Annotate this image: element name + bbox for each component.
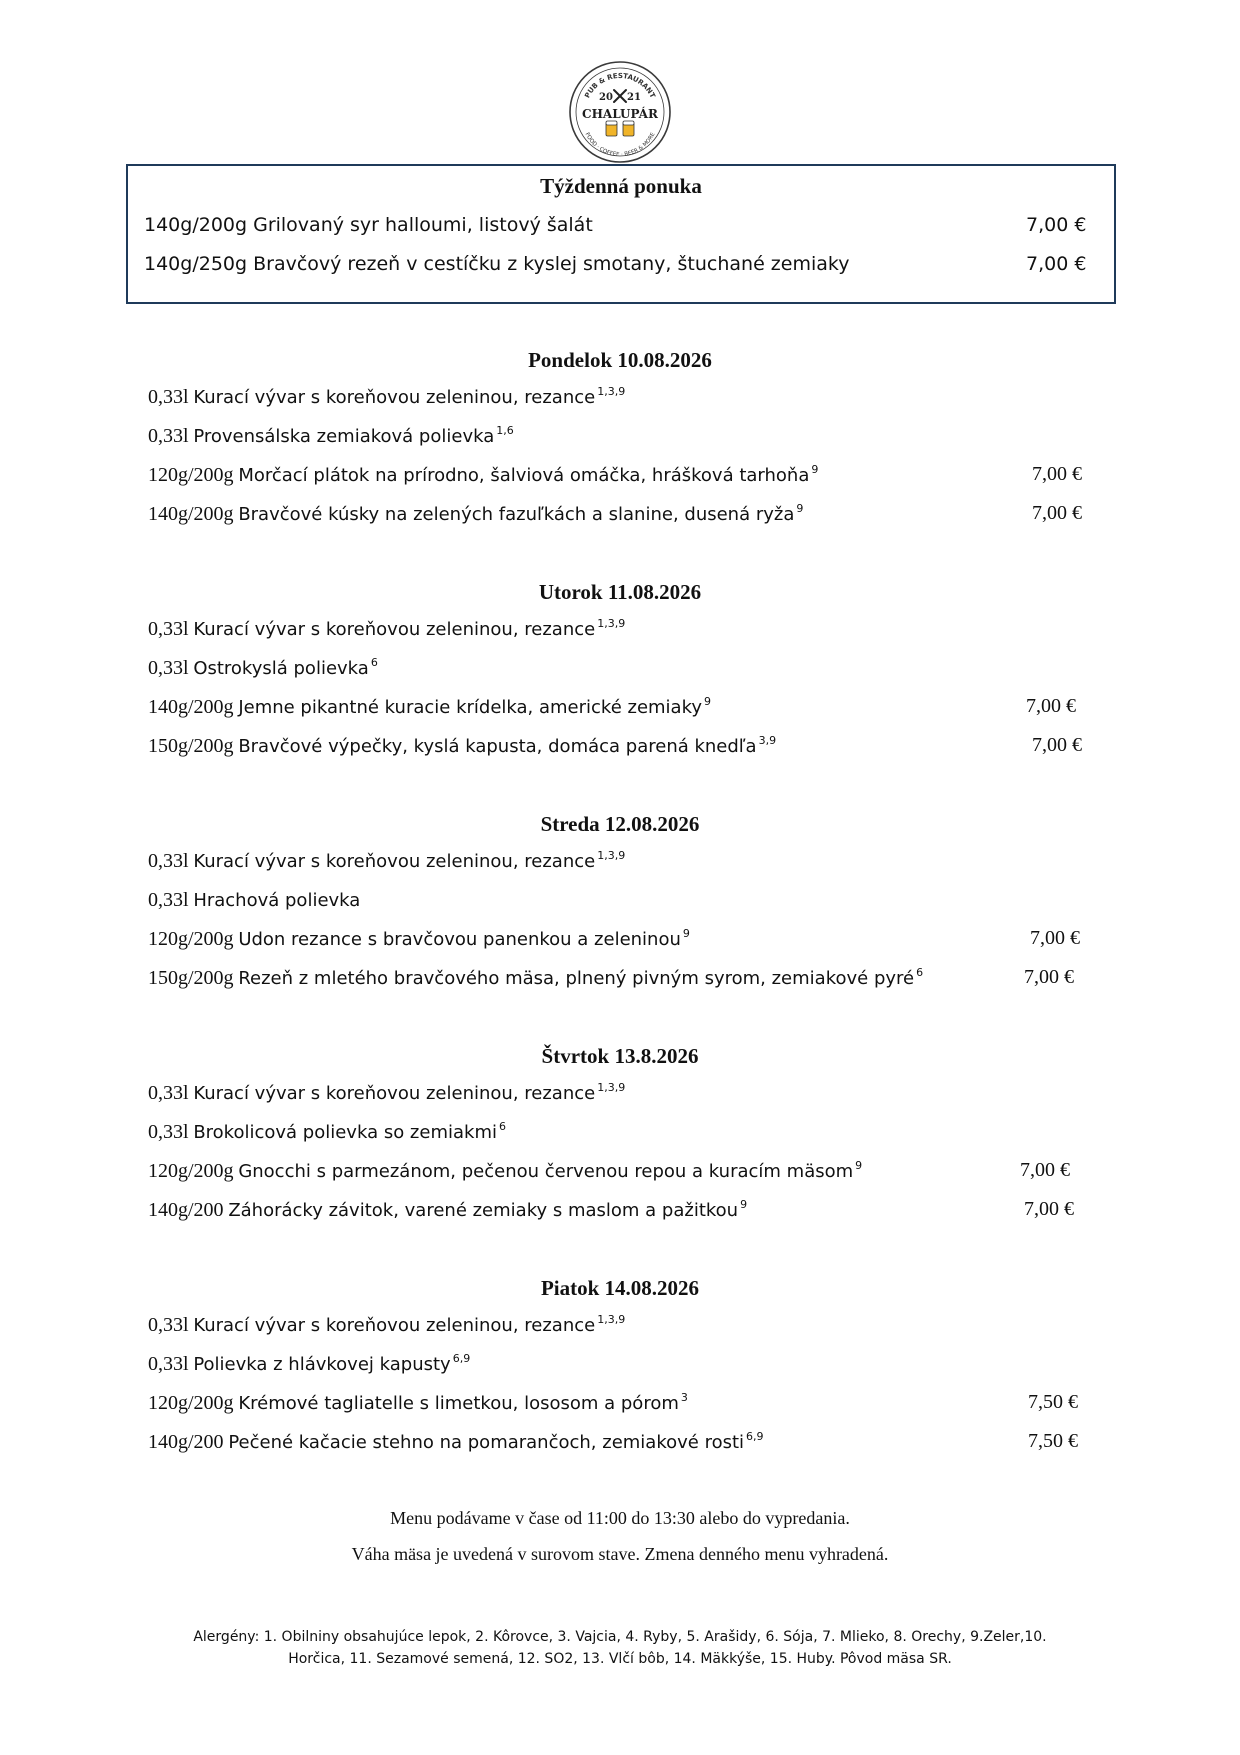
- menu-item: 0,33l Kurací vývar s koreňovou zeleninou, rezance $^{1,3,9}$: [148, 385, 626, 408]
- weekly-title: Týždenná ponuka: [540, 174, 702, 198]
- menu-item: 120g/200g Udon rezance s bravčovou panenkou a zeleninou $^9$: [148, 927, 690, 950]
- menu-item: 150g/200g Rezeň z mletého bravčového mäsa, plnený pivným syrom, zemiakové pyré $^6$: [148, 966, 924, 989]
- day-title-thursday: Štvrtok 13.8.2026: [541, 1044, 699, 1068]
- allergens-line: Alergény: 1. Obilniny obsahujúce lepok, 2. Kôrovce, 3. Vajcia, 4. Ryby, 5. Arašidy, 6. Sója, 7. Mlieko, 8. Orechy, 9.Zeler,10.: [193, 1629, 1047, 1645]
- logo-name: CHALUPÁR: [582, 107, 658, 121]
- allergens-legend: [150, 1626, 1090, 1670]
- menu-item-price: 7,00 €: [1032, 502, 1082, 524]
- logo-bottom-text: FOOD · COFFEE · BEER & MORE: [583, 131, 657, 159]
- menu-item-price: 7,50 €: [1028, 1391, 1078, 1413]
- weight-note: Váha mäsa je uvedená v surovom stave. Zmena denného menu vyhradená.: [351, 1544, 889, 1564]
- logo-year-right: 21: [627, 92, 641, 103]
- logo-year-left: 20: [599, 92, 613, 103]
- menu-item-price: 7,00 €: [1032, 463, 1082, 485]
- menu-item: 0,33l Brokolicová polievka so zemiakmi $^6$: [148, 1120, 506, 1143]
- menu-item: 140g/200 Pečené kačacie stehno na pomarančoch, zemiakové rosti $^{6,9}$: [148, 1430, 764, 1453]
- menu-item-price: 7,00 €: [1024, 966, 1074, 988]
- menu-item: 0,33l Kurací vývar s koreňovou zeleninou, rezance $^{1,3,9}$: [148, 617, 626, 640]
- menu-item: 0,33l Provensálska zemiaková polievka $^{1,6}$: [148, 424, 514, 447]
- menu-item: 0,33l Hrachová polievka: [148, 889, 361, 911]
- menu-item-price: 7,00 €: [1020, 1159, 1070, 1181]
- day-title-friday: Piatok 14.08.2026: [540, 1276, 700, 1300]
- menu-item-price: 7,00 €: [1026, 695, 1076, 717]
- weekly-offer-box: [126, 164, 1116, 304]
- day-title-tuesday: Utorok 11.08.2026: [538, 580, 702, 604]
- chalupar-logo: [568, 60, 672, 164]
- day-title-wednesday: Streda 12.08.2026: [540, 812, 700, 836]
- weekly-item-price: 7,00 €: [1026, 214, 1087, 236]
- weekly-item-price: 7,00 €: [1026, 253, 1087, 275]
- menu-item: 0,33l Polievka z hlávkovej kapusty $^{6,9}$: [148, 1352, 471, 1375]
- allergens-line: Horčica, 11. Sezamové semená, 12. SO2, 13. Vlčí bôb, 14. Mäkkýše, 15. Huby. Pôvod mäsa SR.: [288, 1651, 952, 1667]
- menu-item: 120g/200g Krémové tagliatelle s limetkou, lososom a pórom $^3$: [148, 1391, 688, 1414]
- menu-item: 0,33l Kurací vývar s koreňovou zeleninou, rezance $^{1,3,9}$: [148, 849, 626, 872]
- weekly-item: 140g/250g Bravčový rezeň v cestíčku z kyslej smotany, štuchané zemiaky: [144, 253, 850, 275]
- serving-time-note: Menu podávame v čase od 11:00 do 13:30 alebo do vypredania.: [390, 1508, 850, 1528]
- weekly-item: 140g/200g Grilovaný syr halloumi, listový šalát: [144, 214, 593, 236]
- menu-item: 140g/200g Jemne pikantné kuracie krídelka, americké zemiaky $^9$: [148, 695, 712, 718]
- menu-item-price: 7,00 €: [1024, 1198, 1074, 1220]
- menu-item: 0,33l Ostrokyslá polievka $^6$: [148, 656, 378, 679]
- menu-item: 120g/200g Morčací plátok na prírodno, šalviová omáčka, hrášková tarhoňa $^9$: [148, 463, 819, 486]
- menu-item: 120g/200g Gnocchi s parmezánom, pečenou červenou repou a kuracím mäsom $^9$: [148, 1159, 863, 1182]
- menu-item: 150g/200g Bravčové výpečky, kyslá kapusta, domáca parená knedľa $^{3,9}$: [148, 734, 777, 757]
- day-title-monday: Pondelok 10.08.2026: [528, 348, 712, 372]
- logo-top-text: PUB & RESTAURANT: [583, 71, 657, 100]
- menu-item: 0,33l Kurací vývar s koreňovou zeleninou, rezance $^{1,3,9}$: [148, 1081, 626, 1104]
- menu-item: 0,33l Kurací vývar s koreňovou zeleninou, rezance $^{1,3,9}$: [148, 1313, 626, 1336]
- menu-item-price: 7,00 €: [1032, 734, 1082, 756]
- menu-item: 140g/200 Záhorácky závitok, varené zemiaky s maslom a pažitkou $^9$: [148, 1198, 748, 1221]
- menu-item-price: 7,50 €: [1028, 1430, 1078, 1452]
- menu-item-price: 7,00 €: [1030, 927, 1080, 949]
- menu-item: 140g/200g Bravčové kúsky na zelených fazuľkách a slanine, dusená ryža $^9$: [148, 502, 804, 525]
